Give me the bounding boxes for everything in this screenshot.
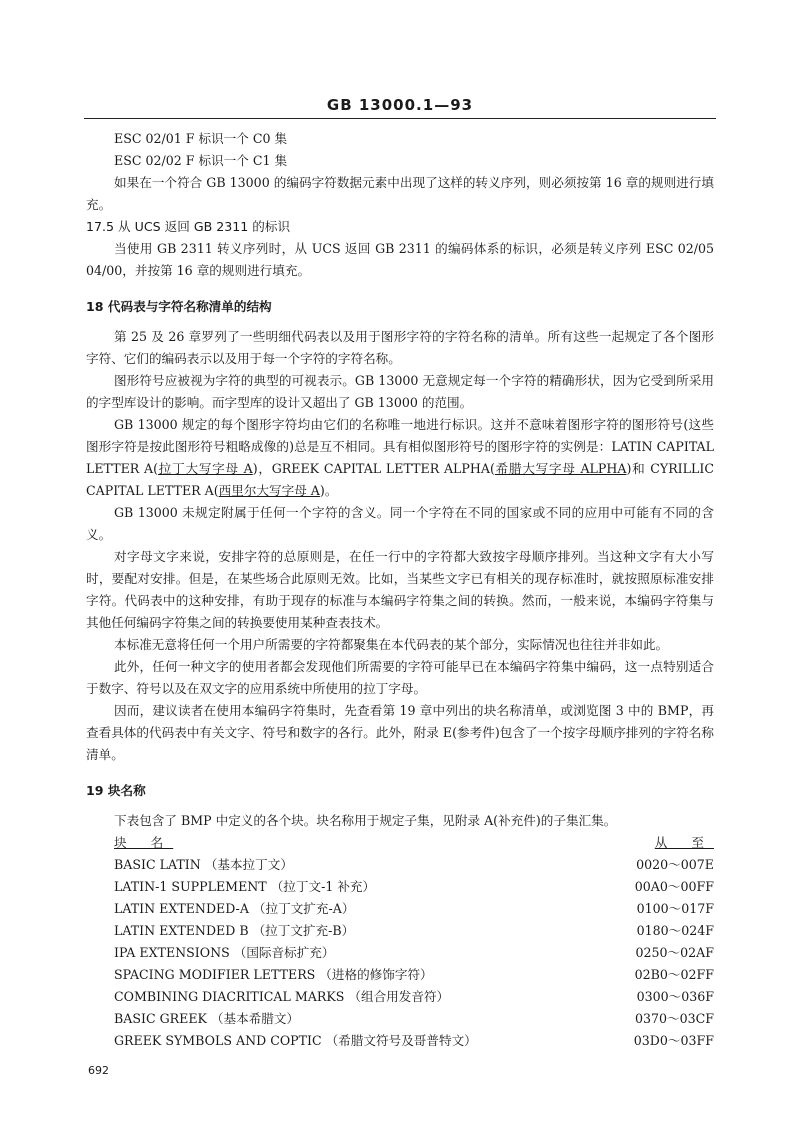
block-range: 0370～03CF xyxy=(634,1011,714,1026)
paragraph: 下表包含了 BMP 中定义的各个块。块名称用于规定子集，见附录 A(补充件)的子集汇集。 xyxy=(114,813,617,828)
paragraph: 当使用 GB 2311 转义序列时，从 UCS 返回 GB 2311 的编码体系的标识，必须是转义序列 ESC 02/05 04/00，并按第 16 章的规则进行填充。 xyxy=(86,241,714,278)
table-row xyxy=(114,986,714,1008)
table-row xyxy=(114,942,714,964)
block-name: LATIN EXTENDED B （拉丁文扩充-B） xyxy=(114,923,355,938)
text-run: GB 13000 规定的每个图形字符均由它们的名称唯一地进行标识。这并不意味着图形字符的图形符号(这些图形字符是按此图形符号粗略成像的)总是互不相同。具有相似图形符号的图形字符的实例是：LATIN CAPITAL LETTER A( xyxy=(86,417,714,476)
section-title: 19 块名称 xyxy=(86,783,146,798)
paragraph: 因而，建议读者在使用本编码字符集时，先查看第 19 章中列出的块名称清单，或浏览图 3 中的 BMP，再查看具体的代码表中有关文字、符号和数字的各行。此外，附录 E(参考件)包含了一个按字母顺序排列的字符名称清单。 xyxy=(86,703,714,762)
block-name: COMBINING DIACRITICAL MARKS （组合用发音符） xyxy=(114,989,450,1004)
page-number: 692 xyxy=(88,1064,109,1077)
block-name: LATIN-1 SUPPLEMENT （拉丁文-1 补充） xyxy=(114,879,376,894)
paragraph: 图形符号应被视为字符的典型的可视表示。GB 13000 无意规定每一个字符的精确形状，因为它受到所采用的字型库设计的影响。而字型库的设计又超出了 GB 13000 的范围。 xyxy=(86,373,714,410)
block-range: 03D0～03FF xyxy=(633,1033,714,1048)
subsection-title: 17.5 从 UCS 返回 GB 2311 的标识 xyxy=(86,219,291,234)
esc-line: ESC 02/01 F 标识一个 C0 集 xyxy=(114,131,288,146)
block-name: BASIC LATIN （基本拉丁文） xyxy=(114,857,293,872)
paragraph xyxy=(86,414,714,502)
block-name: GREEK SYMBOLS AND COPTIC （希腊文符号及哥普特文） xyxy=(114,1033,477,1048)
table-row xyxy=(114,1008,714,1030)
block-range: 00A0～00FF xyxy=(634,879,714,894)
block-range: 0300～036F xyxy=(636,989,714,1004)
text-run: )和 CYRILLIC CAPITAL LETTER A( xyxy=(86,461,714,498)
table-row xyxy=(114,964,714,986)
block-range: 02B0～02FF xyxy=(634,967,714,982)
text-run: )，GREEK CAPITAL LETTER ALPHA( xyxy=(252,461,495,476)
text-run: )。 xyxy=(319,483,338,498)
block-name: IPA EXTENSIONS （国际音标扩充） xyxy=(114,945,335,960)
underlined-term: 希腊大写字母 ALPHA xyxy=(494,461,627,476)
block-range: 0020～007E xyxy=(636,857,714,872)
paragraph: 如果在一个符合 GB 13000 的编码字符数据元素中出现了这样的转义序列，则必须按第 16 章的规则进行填充。 xyxy=(86,175,714,212)
paragraph: 本标准无意将任何一个用户所需要的字符都聚集在本代码表的某个部分，实际情况也往往并非如此。 xyxy=(114,637,669,652)
paragraph: 第 25 及 26 章罗列了一些明细代码表以及用于图形字符的字符名称的清单。所有这些一起规定了各个图形字符、它们的编码表示以及用于每一个字符的字符名称。 xyxy=(86,329,714,366)
table-row xyxy=(114,876,714,898)
block-name: BASIC GREEK （基本希腊文） xyxy=(114,1011,300,1026)
table-row xyxy=(114,854,714,876)
section-title: 18 代码表与字符名称清单的结构 xyxy=(86,299,272,314)
table-row xyxy=(114,920,714,942)
table-row xyxy=(114,1030,714,1052)
table-header xyxy=(114,832,714,854)
esc-line: ESC 02/02 F 标识一个 C1 集 xyxy=(114,153,288,168)
page-header: GB 13000.1—93 xyxy=(326,96,474,114)
table-row xyxy=(114,898,714,920)
page-body xyxy=(86,128,714,1052)
underlined-term: 拉丁大写字母 A xyxy=(158,461,253,476)
header-rule xyxy=(84,118,716,119)
block-name: LATIN EXTENDED-A （拉丁文扩充-A） xyxy=(114,901,355,916)
paragraph: 此外，任何一种文字的使用者都会发现他们所需要的字符可能早已在本编码字符集中编码，这一点特别适合于数字、符号以及在双文字的应用系统中所使用的拉丁字母。 xyxy=(86,659,714,696)
column-header-range: 从 至 xyxy=(654,835,714,850)
paragraph: GB 13000 未规定附属于任何一个字符的含义。同一个字符在不同的国家或不同的应用中可能有不同的含义。 xyxy=(86,505,714,542)
column-header-block: 块 名 xyxy=(114,835,174,850)
block-name: SPACING MODIFIER LETTERS （进格的修饰字符） xyxy=(114,967,433,982)
block-range: 0180～024F xyxy=(636,923,714,938)
paragraph: 对字母文字来说，安排字符的总原则是，在任一行中的字符都大致按字母顺序排列。当这种文字有大小写时，要配对安排。但是，在某些场合此原则无效。比如，当某些文字已有相关的现存标准时，就按照原标准安排字符。代码表中的这种安排，有助于现存的标准与本编码字符集之间的转换。然而，一般来说，本编码字符集与其他任何编码字符集之间的转换要使用某种查表技术。 xyxy=(86,549,714,630)
block-range: 0250～02AF xyxy=(635,945,714,960)
block-range: 0100～017F xyxy=(636,901,714,916)
underlined-term: 西里尔大写字母 A xyxy=(218,483,320,498)
block-table xyxy=(114,832,714,1052)
